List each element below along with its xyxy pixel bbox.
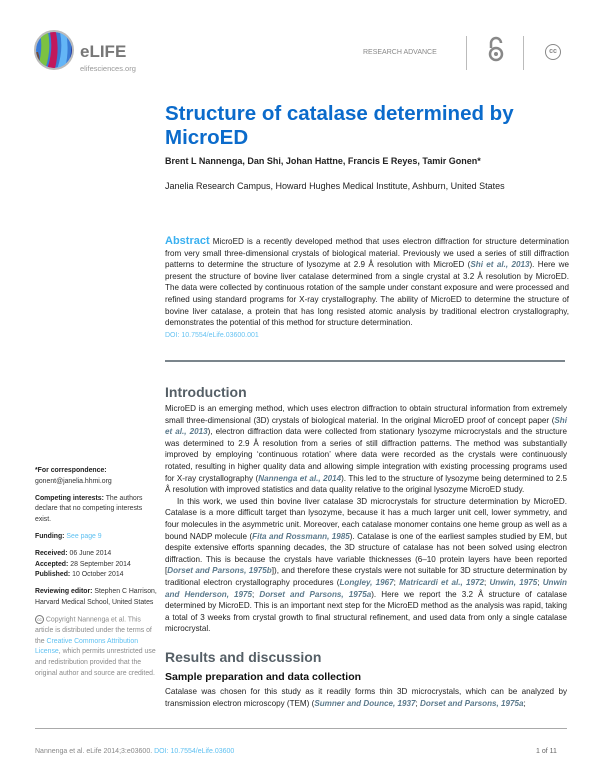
- paragraph: [165, 686, 567, 709]
- affiliation: Janelia Research Campus, Howard Hughes Medical Institute, Ashburn, United States: [165, 181, 505, 191]
- body-text: ]), and therefore these crystals were not suitable for 3D structure determination by traditional electron crystallography procedures (: [165, 566, 567, 587]
- paragraph: [165, 496, 567, 635]
- citation-link[interactable]: Fita and Rossmann, 1985: [252, 531, 350, 541]
- received-label: Received:: [35, 549, 68, 557]
- body-text: ;: [483, 577, 490, 587]
- body-text: MicroED is a recently developed method that uses electron diffraction for structure determination from very small three-dimensional crystals of biological material. Previously we used a series of still diffraction patterns to determine the structure of lysozyme at 2.9 Å resolution with MicroED (: [165, 237, 569, 270]
- citation-link[interactable]: Longley, 1967: [339, 577, 394, 587]
- section-divider: [165, 360, 565, 362]
- introduction-heading: Introduction: [165, 384, 247, 400]
- body-text: ;: [252, 589, 260, 599]
- body-text: ). Here we present the structure of bovine liver catalase determined from a single crystal at 3.2 Å resolution by MicroED. The data were collected by continuous rotation of the sample under constant exposure and were processed and refined using standard programs for X-ray crystallography. The ability of MicroED to determine the structure of bovine liver catalase, a protein that has long resisted atomic analysis by traditional electron crystallography, demonstrates the potential of this method for structure determination.: [165, 260, 569, 328]
- received-date: 06 June 2014: [69, 549, 112, 557]
- elife-logo[interactable]: [34, 30, 74, 70]
- correspondence-email[interactable]: gonent@janelia.hhmi.org: [35, 477, 112, 485]
- published-label: Published:: [35, 571, 71, 579]
- citation-link[interactable]: Shi et al., 2013: [470, 260, 530, 270]
- accepted-date: 28 September 2014: [70, 560, 131, 568]
- accepted-label: Accepted:: [35, 560, 69, 568]
- funding-link[interactable]: See page 9: [66, 532, 102, 540]
- body-text: MicroED is an emerging method, which uses electron diffraction to obtain structural information from extremely small three-dimensional (3D) crystals of biological material. In the original MicroED proof of concept paper (: [165, 404, 567, 425]
- body-text: ). Catalase is one of the earliest samples studied by EM, but despite extensive efforts spanning decades, the 3D structure of catalase has not been solved using electron diffraction. This is because the crystals have variable thicknesses (6–10 protein layers have been reported [: [165, 531, 567, 576]
- author-list: Brent L Nannenga, Dan Shi, Johan Hattne, Francis E Reyes, Tamir Gonen*: [165, 156, 481, 166]
- editor-label: Reviewing editor:: [35, 588, 93, 596]
- copyright-text-end: , which permits unrestricted use and redistribution provided that the original author and source are credited.: [35, 648, 156, 678]
- article-title: Structure of catalase determined by MicroED: [165, 102, 514, 149]
- citation-link[interactable]: Matricardi et al., 1972: [399, 577, 484, 587]
- divider: [466, 36, 467, 70]
- results-body: [165, 686, 567, 709]
- paragraph: [165, 403, 567, 496]
- brand-name: eLIFE: [80, 42, 127, 61]
- footer-doi-link[interactable]: DOI: 10.7554/eLife.03600: [154, 748, 235, 755]
- body-text: ). Here we report the 3.2 Å structure of catalase determined by MicroED. This is an important next step for the MicroED method as the analysis was rapid, taking a total of 3 weeks from crystal growth to final structural refinement, and used data from only a single catalase microcrystal.: [165, 589, 567, 634]
- citation-link[interactable]: Dorset and Parsons, 1975a: [259, 589, 372, 599]
- body-text: ), electron diffraction data were collected from stationary lysozyme microcrystals and the structure was determined to 2.9 Å resolution from a series of still diffraction patterns. The method was substantially improved by employing ‘continuous rotation’ where data were recorded as the crystals were continuously rotated, resulting in higher quality data and allowing simple integration with existing processing programs used for X-ray crystallography (: [165, 427, 568, 483]
- citation-text: Nannenga et al. eLife 2014;3:e03600.: [35, 748, 153, 755]
- introduction-body: [165, 403, 567, 635]
- funding-label: Funding:: [35, 532, 65, 540]
- citation-link[interactable]: Unwin, 1975: [489, 577, 538, 587]
- body-text: ). This led to the structure of lysozyme being determined to 2.5 Å resolution with improved statistics and data quality relative to the original lysozyme MicroED study.: [165, 473, 568, 495]
- competing-label: Competing interests:: [35, 494, 104, 502]
- article-type: RESEARCH ADVANCE: [363, 49, 437, 56]
- citation-link[interactable]: Dorset and Parsons, 1975a: [420, 698, 524, 708]
- page-number: 1 of 11: [536, 748, 557, 755]
- published-date: 10 October 2014: [72, 571, 124, 579]
- citation-link[interactable]: Unwin and Henderson, 1975: [165, 577, 567, 599]
- body-text: Catalase was chosen for this study as it readily forms thin 3D microcrystals, which can be analyzed by transmission electron microscopy (TEM) (: [165, 687, 567, 708]
- body-text: ;: [415, 698, 421, 708]
- body-text: ;: [523, 698, 526, 708]
- correspondence-label: *For correspondence:: [35, 467, 107, 474]
- editor-value: Stephen C Harrison, Harvard Medical School, United States: [35, 588, 157, 606]
- citation-link[interactable]: Nannenga et al., 2014: [258, 473, 342, 483]
- results-heading: Results and discussion: [165, 649, 322, 665]
- footer-citation: [35, 748, 234, 755]
- open-access-icon: [488, 36, 504, 67]
- creative-commons-icon: cc: [545, 44, 561, 60]
- copyright-text: Copyright Nannenga et al. This article is distributed under the terms of the: [35, 616, 152, 645]
- license-link[interactable]: Creative Commons Attribution License: [35, 637, 139, 656]
- footer-divider: [35, 728, 567, 729]
- site-url[interactable]: elifesciences.org: [80, 64, 136, 73]
- article-info-sidebar: [35, 466, 160, 686]
- competing-value: The authors declare that no competing interests exist.: [35, 494, 143, 524]
- body-text: ;: [393, 577, 400, 587]
- subsection-heading: Sample preparation and data collection: [165, 671, 362, 683]
- body-text: ;: [537, 577, 543, 587]
- citation-link[interactable]: Dorset and Parsons, 1975b: [167, 566, 272, 576]
- divider: [523, 36, 524, 70]
- citation-link[interactable]: Shi et al., 2013: [165, 415, 567, 437]
- body-text: In this work, we used thin bovine liver catalase 3D microcrystals for structure determination by MicroED. Catalase is a more difficult target than lysozyme, because it has a much larger unit cell, lower symmetry, and four molecules in the asymmetric unit. Moreover, each catalase monomer contains one heme group as well as a bound NADP molecule (: [165, 496, 567, 541]
- abstract-heading: Abstract: [165, 235, 210, 247]
- abstract-doi-link[interactable]: DOI: 10.7554/eLife.03600.001: [165, 331, 259, 339]
- cc-small-icon: cc: [35, 615, 44, 624]
- abstract: [165, 236, 569, 341]
- citation-link[interactable]: Sumner and Dounce, 1937: [314, 698, 416, 708]
